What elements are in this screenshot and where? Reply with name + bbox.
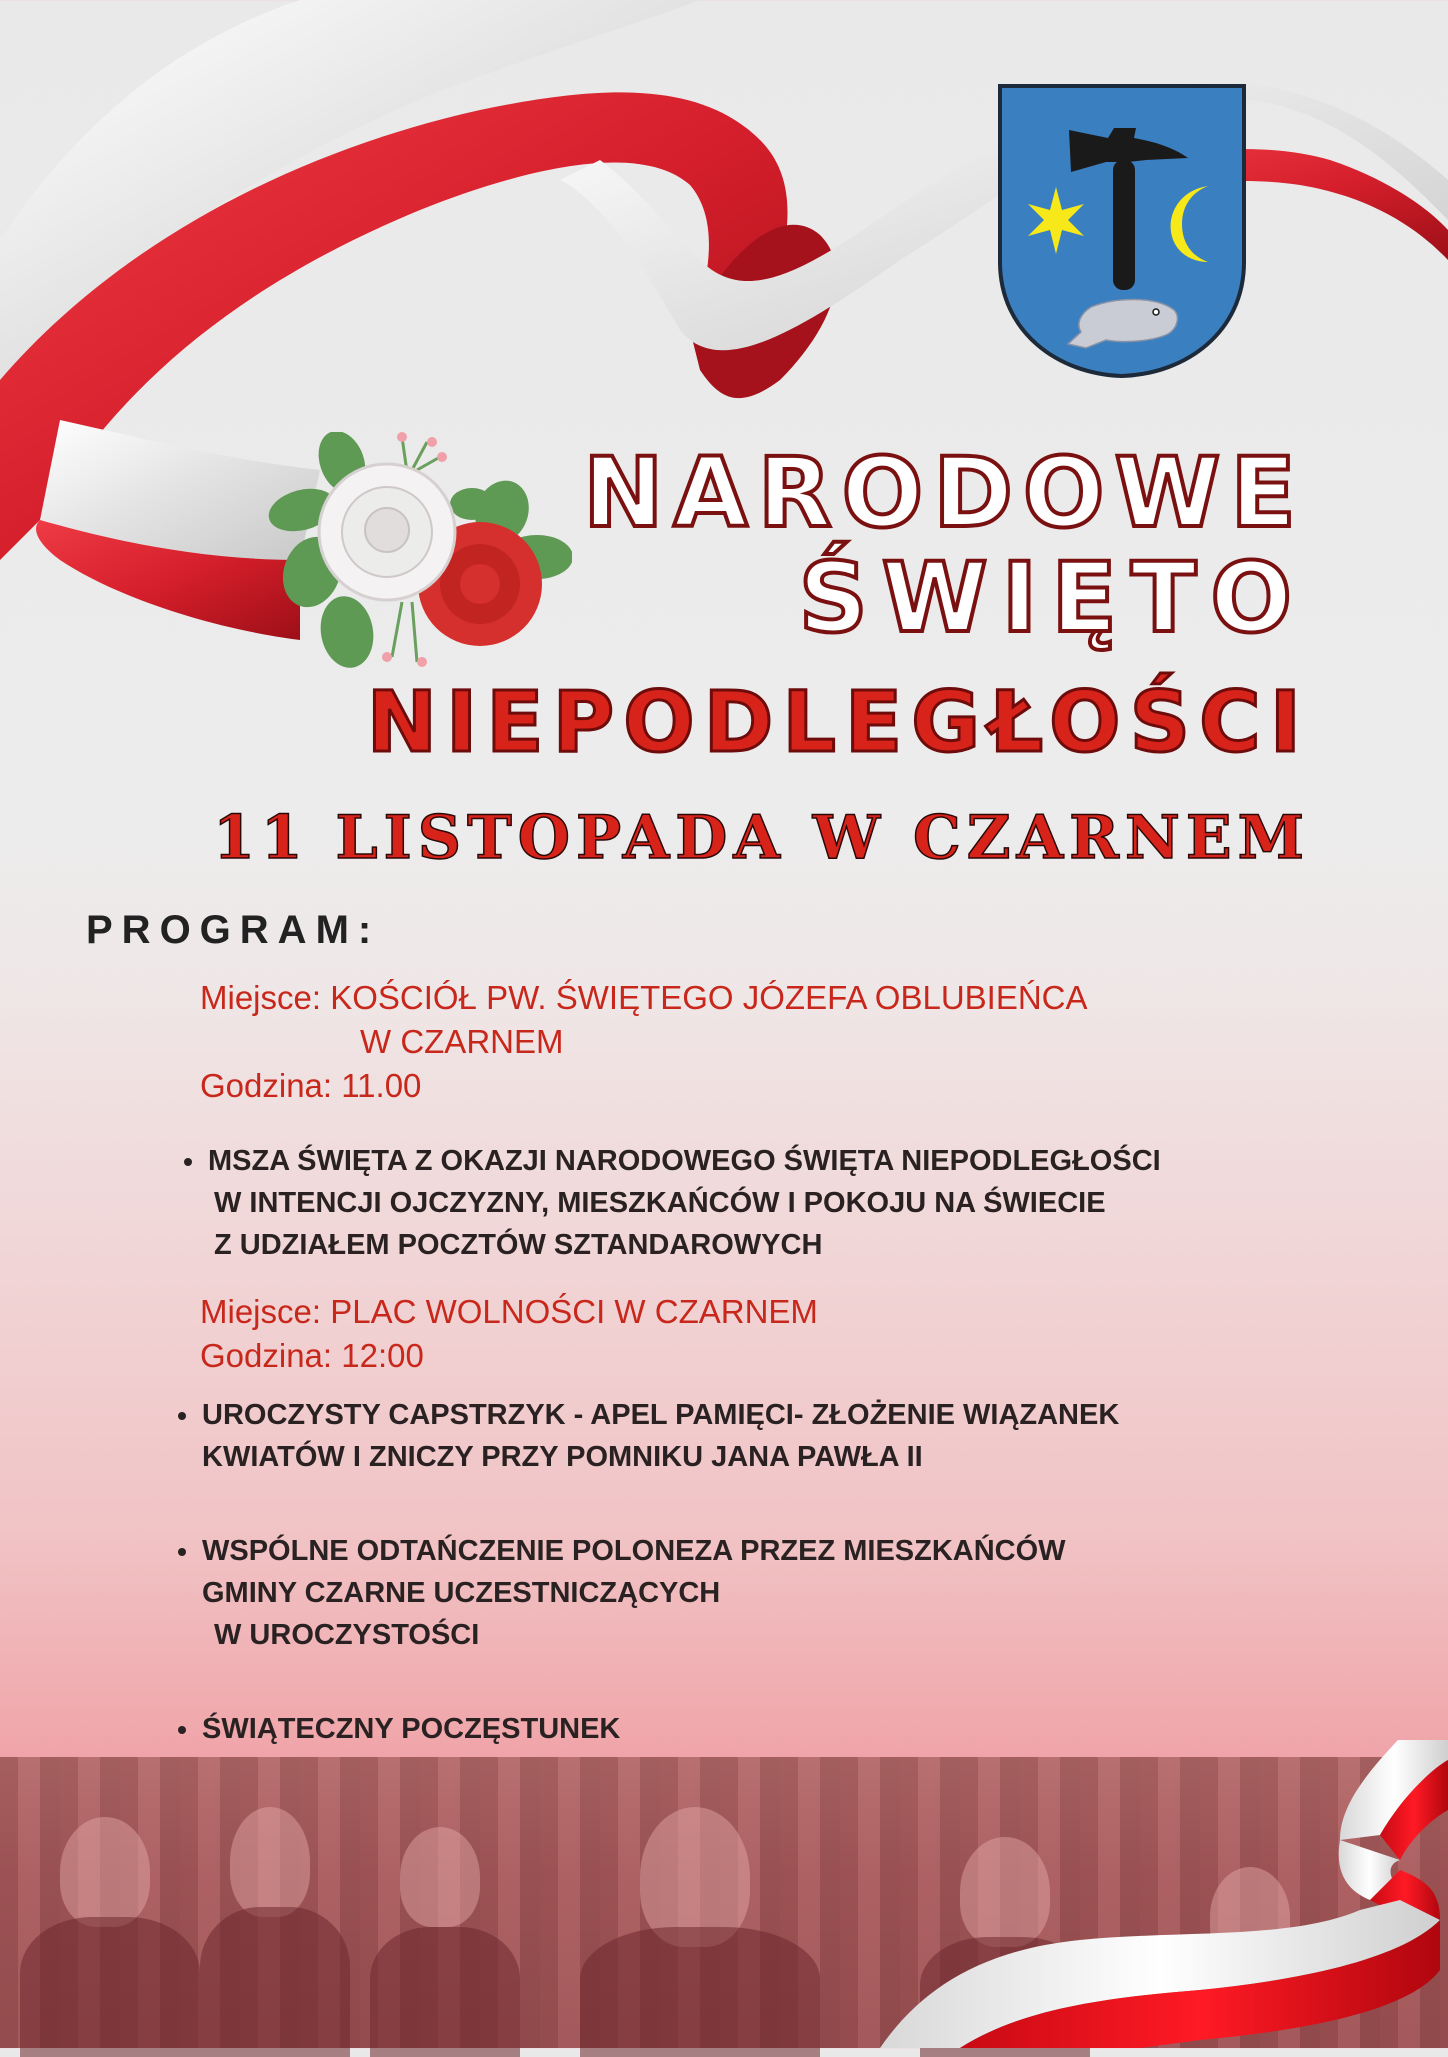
- roses-bouquet-icon: [262, 432, 572, 672]
- place-value: PLAC WOLNOŚCI W CZARNEM: [330, 1293, 818, 1330]
- polish-flag-ribbon-bottom-icon: [840, 1740, 1448, 2048]
- section-1-place: [200, 976, 1088, 1108]
- title-line-niepodleglosci: NIEPODLEGŁOŚCI: [366, 673, 1310, 771]
- place-label: Miejsce:: [200, 1293, 322, 1330]
- place-label: Miejsce:: [200, 979, 322, 1016]
- title-line-narodowe: NARODOWE: [583, 437, 1306, 549]
- program-item: WSPÓLNE ODTAŃCZENIE POLONEZA PRZEZ MIESZKAŃCÓW GMINY CZARNE UCZESTNICZĄCYCH W UROCZYSTOŚCI: [178, 1530, 1119, 1656]
- program-item: MSZA ŚWIĘTA Z OKAZJI NARODOWEGO ŚWIĘTA NIEPODLEGŁOŚCI W INTENCJI OJCZYZNY, MIESZKAŃCÓW I POKOJU NA ŚWIECIE Z UDZIAŁEM POCZTÓW SZTANDAROWYCH: [184, 1140, 1161, 1266]
- title-line-swieto: ŚWIĘTO: [798, 542, 1306, 654]
- program-item: ŚWIĄTECZNY POCZĘSTUNEK: [178, 1708, 1119, 1750]
- place-value-line-2: W CZARNEM: [360, 1023, 564, 1060]
- section-2-items: [178, 1394, 1119, 1750]
- time-label: Godzina:: [200, 1337, 333, 1374]
- section-2-place: [200, 1290, 818, 1378]
- date-location-line: 11 LISTOPADA W CZARNEM: [213, 803, 1310, 873]
- place-value: KOŚCIÓŁ PW. ŚWIĘTEGO JÓZEFA OBLUBIEŃCA: [330, 979, 1088, 1016]
- coat-of-arms-icon: [996, 82, 1248, 380]
- program-item: UROCZYSTY CAPSTRZYK - APEL PAMIĘCI- ZŁOŻENIE WIĄZANEK KWIATÓW I ZNICZY PRZY POMNIKU JANA PAWŁA II: [178, 1394, 1119, 1478]
- time-label: Godzina:: [200, 1067, 333, 1104]
- time-value: 12:00: [341, 1337, 424, 1374]
- time-value: 11.00: [341, 1067, 422, 1104]
- section-1-items: [184, 1140, 1161, 1266]
- program-heading: PROGRAM:: [86, 908, 381, 952]
